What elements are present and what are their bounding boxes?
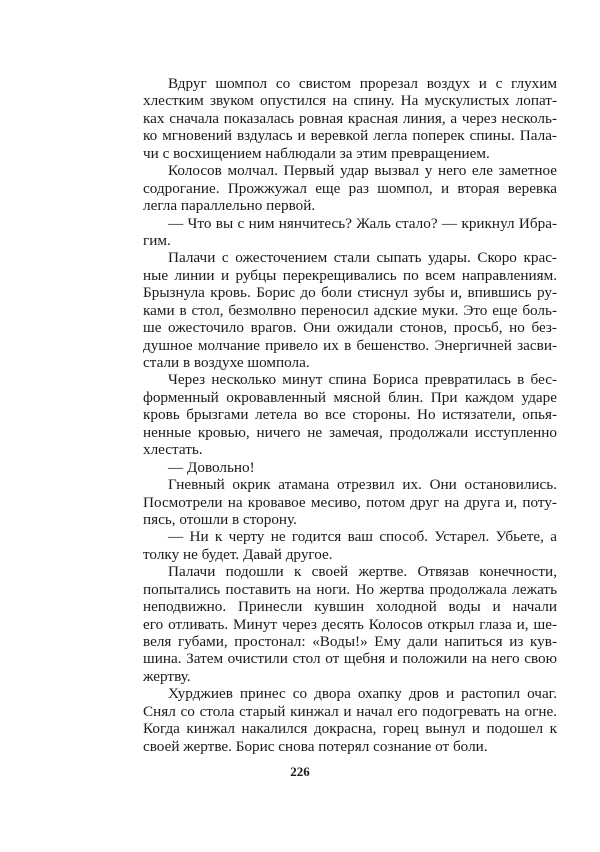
text-line: душное молчание привело их в бешенство. Энергичней засви- (143, 336, 557, 354)
text-line: ках сначала показалась ровная красная линия, а через несколь- (143, 109, 557, 127)
text-line: форменный окровавленный мясной блин. При каждом ударе (143, 388, 557, 406)
paragraph (143, 215, 557, 250)
text-line: веля губами, простонал: «Воды!» Ему дали напиться из кув- (143, 633, 557, 650)
text-line: шина. Затем очистили стол от щебня и положили на него свою (143, 650, 557, 668)
text-line: Через несколько минут спина Бориса превратилась в бес- (168, 371, 557, 389)
text-line: ко мгновений вздулась и веревкой легла поперек спины. Пала- (143, 127, 557, 145)
text-line: своей жертве. Борис снова потерял сознание от боли. (143, 737, 488, 755)
paragraph (143, 459, 557, 476)
text-line: Брызнула кровь. Борис до боли стиснул зубы и, впившись ру- (143, 284, 557, 302)
text-line: гим. (143, 231, 171, 249)
text-line: кровь брызгами летела во все стороны. Но истязатели, опья- (143, 406, 557, 424)
paragraph (143, 528, 557, 563)
paragraph (143, 563, 557, 685)
paragraph (143, 371, 557, 458)
text-line: Палачи подошли к своей жертве. Отвязав конечности, (168, 563, 557, 581)
paragraph (143, 685, 557, 755)
text-line: Колосов молчал. Первый удар вызвал у него еле заметное (168, 162, 557, 180)
text-line: пясь, отошли в сторону. (143, 510, 297, 528)
text-line: Вдруг шомпол со свистом прорезал воздух и с глухим (168, 75, 557, 92)
text-line: ные линии и рубцы перекрещивались по всем направлениям. (143, 266, 557, 284)
text-line: легла параллельно первой. (143, 197, 316, 215)
paragraph (143, 476, 557, 528)
text-line: хлестким звуком опустился на спину. На мускулистых лопат- (143, 92, 557, 110)
text-line: — Что вы с ним нянчитесь? Жаль стало? — крикнул Ибра- (168, 214, 557, 232)
text-line: его отливать. Минут через десять Колосов открыл глаза и, ше- (143, 615, 557, 633)
paragraph (143, 162, 557, 214)
paragraph (143, 75, 557, 162)
text-line: чи с восхищением наблюдали за этим превращением. (143, 144, 490, 162)
text-line: — Ни к черту не годится ваш способ. Устарел. Убьете, а (168, 528, 557, 546)
text-line: ненные кровью, ничего не замечая, продолжали исступленно (143, 423, 557, 441)
text-line: жертву. (143, 667, 191, 685)
text-line: Гневный окрик атамана отрезвил их. Они остановились. (168, 476, 557, 494)
text-line: Хурджиев принес со двора охапку дров и растопил очаг. (168, 685, 557, 703)
text-line: Снял со стола старый кинжал и начал его подогревать на огне. (143, 702, 557, 720)
text-line: ками в стол, безмолвно переносил адские муки. Это еще боль- (143, 301, 557, 319)
text-line: попытались поставить на ноги. Но жертва продолжала лежать (143, 580, 557, 598)
text-line: — Довольно! (168, 458, 255, 476)
text-line: стали в воздухе шомпола. (143, 354, 310, 371)
text-line: хлестать. (143, 441, 203, 459)
paragraph (143, 249, 557, 371)
text-line: ше ожесточило врагов. Они ожидали стонов, просьб, но без- (143, 319, 557, 337)
page-body (143, 75, 557, 755)
page-number: 226 (290, 764, 310, 779)
text-line: Палачи с ожесточением стали сыпать удары. Скоро крас- (168, 249, 557, 267)
text-line: содрогание. Прожжужал еще раз шомпол, и вторая веревка (143, 179, 557, 197)
text-line: неподвижно. Принесли кувшин холодной воды и начали (143, 598, 557, 616)
text-line: Посмотрели на кровавое месиво, потом друг на друга и, поту- (143, 493, 557, 511)
text-line: Когда кинжал накалился докрасна, горец вынул и подошел к (143, 720, 557, 738)
text-line: толку не будет. Давай другое. (143, 545, 333, 563)
